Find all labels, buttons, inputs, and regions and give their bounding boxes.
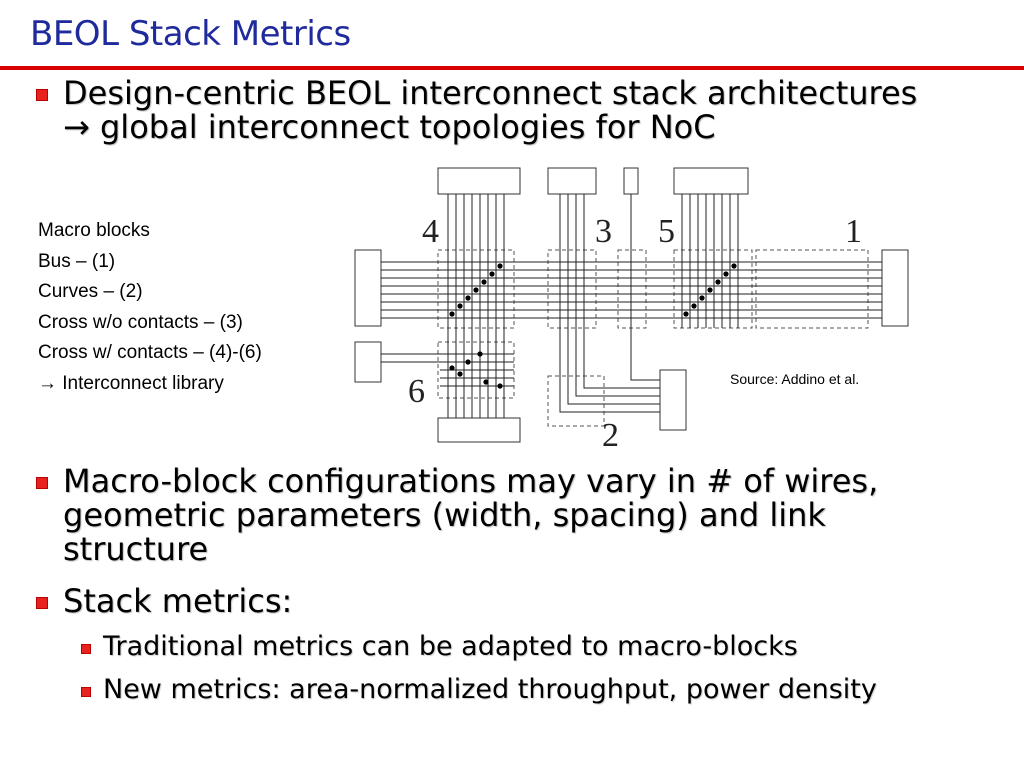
bullet2-line1: Macro-block configurations may vary in # of wires, — [63, 462, 879, 500]
title-divider — [0, 66, 1024, 70]
macro-block-legend — [38, 216, 262, 399]
top-block-right — [674, 168, 748, 194]
bullet2-line2: geometric parameters (width, spacing) and link — [63, 496, 826, 534]
top-block-middle — [548, 168, 596, 194]
sub-bullet-marker — [81, 644, 91, 654]
bullet-marker — [36, 597, 48, 609]
bullet3-text: Stack metrics: — [63, 582, 293, 620]
bullet-marker — [36, 89, 48, 101]
sub-bullet-marker — [81, 687, 91, 697]
sub-bullet-traditional-metrics — [103, 632, 798, 662]
legend-cross-without-contacts: Cross w/o contacts – (3) — [38, 311, 243, 333]
bullet-marker — [36, 477, 48, 489]
label-3: 3 — [595, 213, 612, 250]
bullet2-line3: structure — [63, 530, 209, 568]
label-2: 2 — [602, 417, 619, 453]
right-side-block — [882, 250, 908, 326]
bottom-right-block — [660, 370, 686, 430]
top-block-left — [438, 168, 520, 194]
diagram-source-caption: Source: Addino et al. — [730, 371, 860, 387]
label-4: 4 — [422, 213, 439, 250]
legend-cross-with-contacts: Cross w/ contacts – (4)-(6) — [38, 342, 262, 363]
label-1: 1 — [845, 213, 862, 250]
interconnect-topology-diagram — [340, 158, 920, 453]
slide-title: BEOL Stack Metrics — [30, 14, 351, 54]
legend-macro-blocks: Macro blocks — [38, 220, 150, 241]
arrow-right-icon: → — [63, 108, 90, 146]
bullet-stack-metrics — [63, 584, 292, 618]
left-small-block — [355, 342, 381, 382]
bullet-text-line2-content: global interconnect topologies for NoC — [99, 108, 716, 146]
legend-interconnect-library — [38, 369, 262, 400]
sub-bullet-new-metrics — [103, 675, 877, 705]
left-side-block — [355, 250, 381, 326]
bullet-text-line1: Design-centric BEOL interconnect stack architectures — [63, 74, 918, 112]
bottom-left-block — [438, 418, 520, 442]
legend-bus: Bus – (1) — [38, 250, 116, 272]
sub1-text: Traditional metrics can be adapted to macro-blocks — [103, 631, 798, 662]
bullet-macro-block-config — [63, 464, 878, 566]
label-5: 5 — [658, 213, 675, 250]
legend-library-text: Interconnect library — [62, 372, 224, 394]
legend-curves: Curves – (2) — [38, 281, 143, 302]
label-6: 6 — [408, 373, 425, 410]
top-block-narrow — [624, 168, 638, 194]
arrow-right-icon: → — [38, 372, 57, 394]
bullet-design-centric — [63, 76, 917, 144]
sub2-text: New metrics: area-normalized throughput, power density — [103, 674, 877, 705]
bullet-text-line2 — [63, 110, 917, 144]
